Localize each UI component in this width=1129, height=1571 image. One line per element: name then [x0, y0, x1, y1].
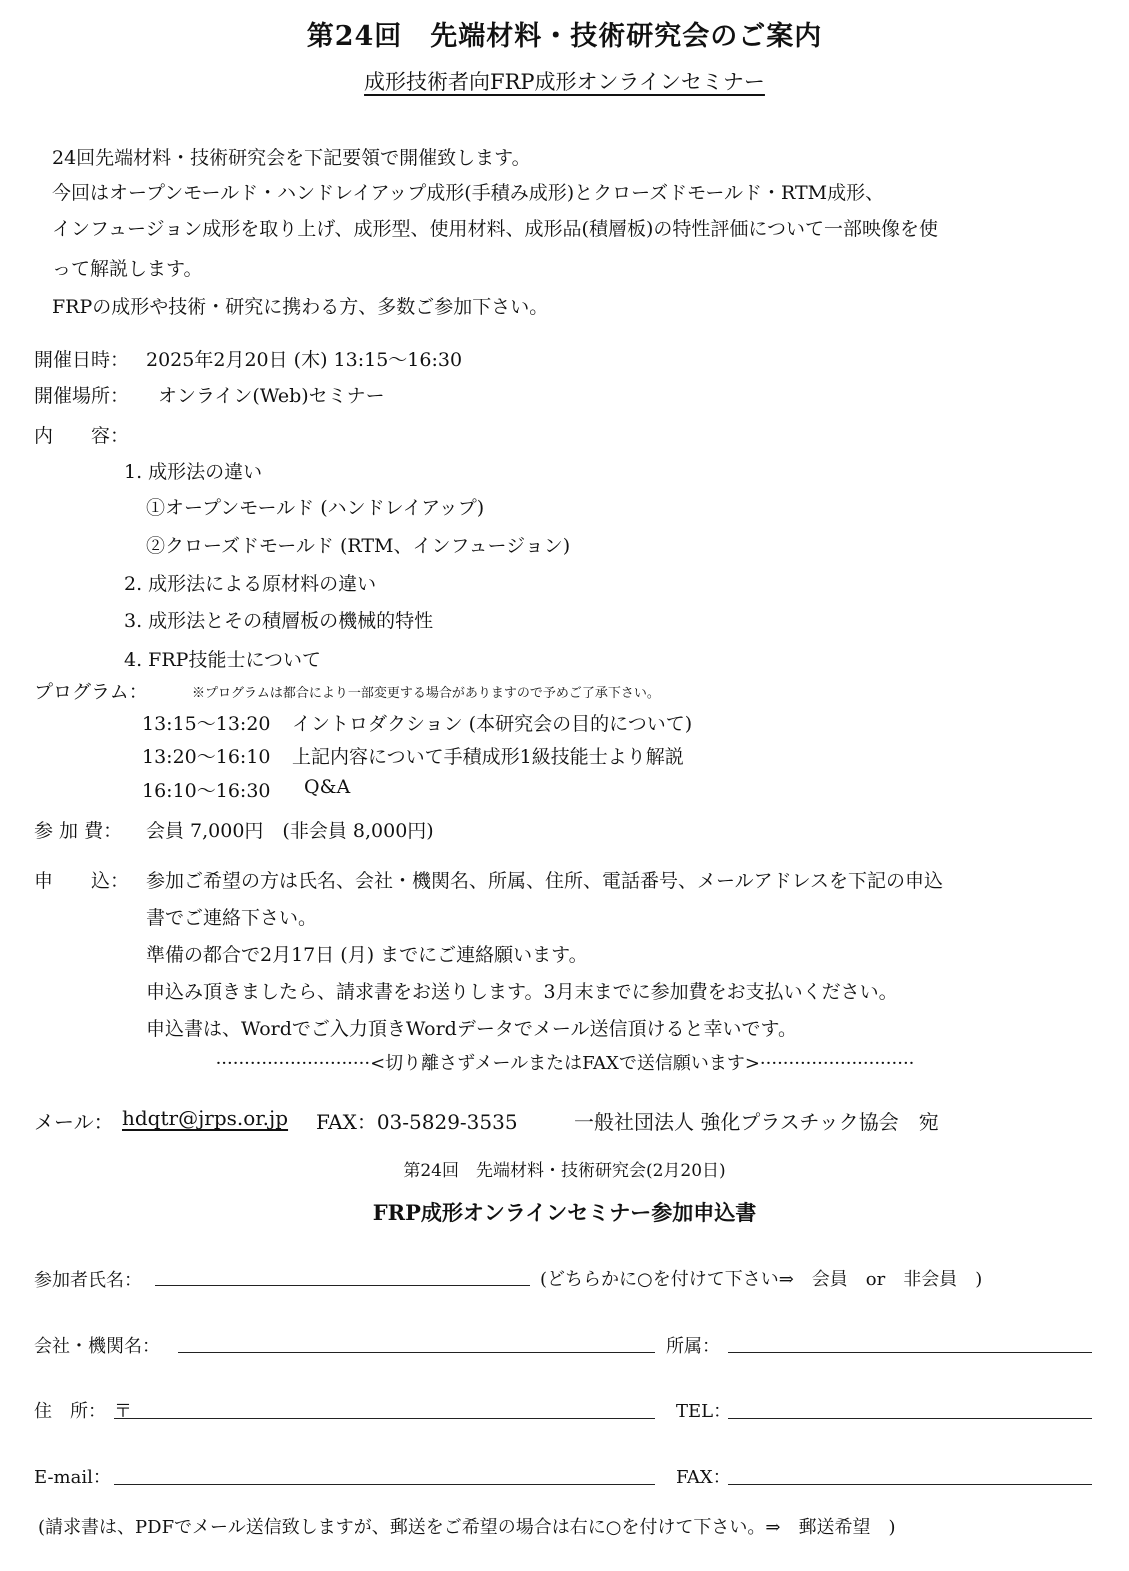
- content-item-3: 3. 成形法とその積層板の機械的特性: [124, 610, 434, 632]
- apply-label: 申 込：: [34, 870, 130, 892]
- footer-note: (請求書は、PDFでメール送信致しますが、郵送をご希望の場合は右に○を付けて下さい。⇒ 郵送希望 ): [38, 1517, 896, 1538]
- fax-field[interactable]: [728, 1484, 1092, 1485]
- content-item-4: 4. FRP技能士について: [124, 649, 322, 671]
- apply-line-3: 準備の都合で2月17日 (月) までにご連絡願います。: [146, 944, 588, 966]
- mail-label: メール：: [34, 1110, 114, 1134]
- content-item-1a: ①オープンモールド (ハンドレイアップ): [146, 497, 485, 519]
- intro-line-1: 24回先端材料・技術研究会を下記要領で開催致します。: [52, 147, 531, 169]
- dept-label: 所属：: [666, 1336, 720, 1357]
- address-field[interactable]: [114, 1418, 655, 1419]
- organization: 一般社団法人 強化プラスチック協会 宛: [574, 1110, 939, 1134]
- place-label: 開催場所：: [34, 385, 130, 407]
- separator-text: <切り離さずメールまたはFAXで送信願います>: [370, 1053, 760, 1074]
- content-item-1: 1. 成形法の違い: [124, 461, 263, 483]
- intro-line-2: 今回はオープンモールド・ハンドレイアップ成形(手積み成形)とクローズドモールド・RTM成形、: [52, 182, 885, 204]
- content-item-1b: ②クローズドモールド (RTM、インフュージョン): [146, 535, 571, 557]
- apply-line-4: 申込み頂きましたら、請求書をお送りします。3月末までに参加費をお支払いください。: [146, 981, 898, 1003]
- tel-field[interactable]: [728, 1418, 1092, 1419]
- dept-field[interactable]: [728, 1352, 1092, 1353]
- program-time-2: 13:20〜16:10: [142, 746, 271, 768]
- program-text-2: 上記内容について手積成形1級技能士より解説: [292, 746, 684, 768]
- date-value: 2025年2月20日 (木) 13:15〜16:30: [146, 349, 463, 371]
- date-label: 開催日時：: [34, 349, 130, 371]
- page-title: 第24回 先端材料・技術研究会のご案内: [306, 21, 823, 52]
- program-text-3: Q&A: [304, 776, 351, 798]
- program-label: プログラム：: [34, 681, 148, 703]
- apply-line-2: 書でご連絡下さい。: [146, 907, 318, 929]
- fax-number: FAX：03-5829-3535: [316, 1110, 518, 1134]
- fax-label: FAX：: [676, 1467, 731, 1488]
- form-heading-1: 第24回 先端材料・技術研究会(2月20日): [403, 1161, 726, 1181]
- email-field[interactable]: [114, 1484, 655, 1485]
- mail-link[interactable]: hdqtr@jrps.or.jp: [122, 1106, 289, 1130]
- page-subtitle: [0, 66, 1129, 96]
- postal-mark-icon: 〒: [114, 1401, 132, 1422]
- program-time-3: 16:10〜16:30: [142, 780, 271, 802]
- place-value: オンライン(Web)セミナー: [158, 385, 385, 407]
- cut-line-separator: ···························<切り離さずメールまたはFAXで送信願います>···························: [215, 1053, 915, 1074]
- content-item-2: 2. 成形法による原材料の違い: [124, 573, 377, 595]
- program-time-1: 13:15〜13:20: [142, 713, 271, 735]
- address-label: 住 所：: [34, 1401, 106, 1422]
- member-note: (どちらかに○を付けて下さい⇒ 会員 or 非会員 ): [540, 1269, 983, 1290]
- form-heading-2: FRP成形オンラインセミナー参加申込書: [372, 1200, 757, 1225]
- intro-line-5: FRPの成形や技術・研究に携わる方、多数ご参加下さい。: [52, 296, 549, 318]
- intro-line-3: インフュージョン成形を取り上げ、成形型、使用材料、成形品(積層板)の特性評価について一部映像を使: [52, 218, 938, 240]
- intro-line-4: って解説します。: [52, 258, 203, 280]
- company-field[interactable]: [178, 1352, 655, 1353]
- apply-line-5: 申込書は、Wordでご入力頂きWordデータでメール送信頂けると幸いです。: [146, 1018, 797, 1040]
- name-field[interactable]: [155, 1285, 530, 1286]
- program-text-1: イントロダクション (本研究会の目的について): [292, 713, 693, 735]
- subtitle-text: 成形技術者向FRP成形オンラインセミナー: [364, 70, 765, 94]
- program-note: ※プログラムは都合により一部変更する場合がありますので予めご了承下さい。: [192, 686, 660, 701]
- fee-value: 会員 7,000円 (非会員 8,000円): [146, 820, 434, 842]
- apply-line-1: 参加ご希望の方は氏名、会社・機関名、所属、住所、電話番号、メールアドレスを下記の申込: [146, 870, 944, 892]
- tel-label: TEL：: [676, 1401, 732, 1422]
- fee-label: 参 加 費：: [34, 820, 123, 842]
- email-label: E-mail：: [34, 1467, 111, 1488]
- name-label: 参加者氏名：: [34, 1270, 142, 1291]
- content-label: 内 容：: [34, 425, 130, 447]
- company-label: 会社・機関名：: [34, 1336, 160, 1357]
